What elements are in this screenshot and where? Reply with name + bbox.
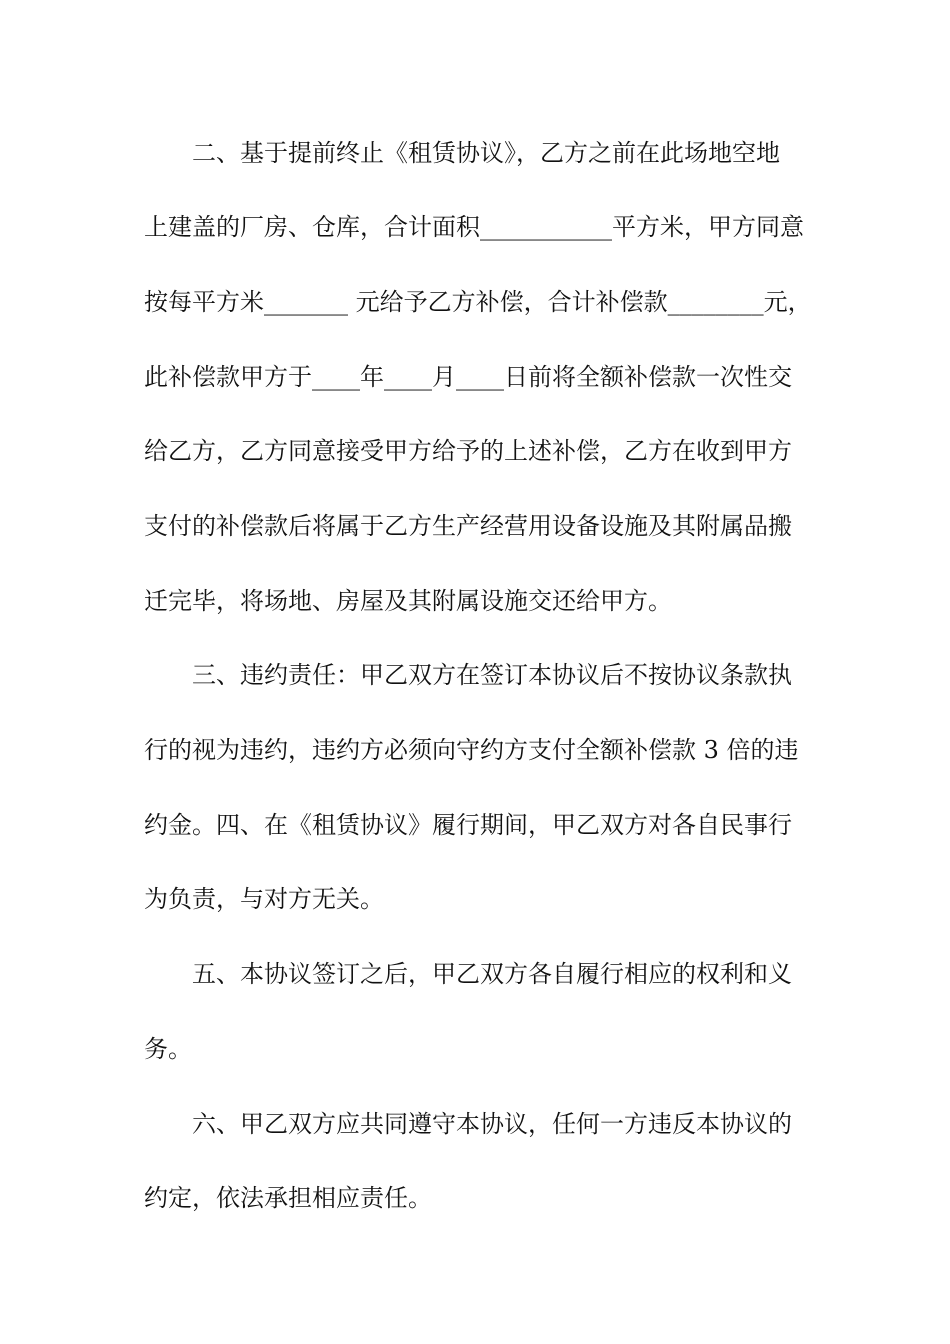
clause-2-line-2: 上建盖的厂房、仓库，合计面积___________平方米，甲方同意: [144, 213, 804, 241]
clause-4-line-2: 为负责，与对方无关。: [144, 885, 384, 913]
clause-2-line-5: 给乙方，乙方同意接受甲方给予的上述补偿，乙方在收到甲方: [144, 437, 792, 465]
clause-2-line-4: 此补偿款甲方于____年____月____日前将全额补偿款一次性交: [144, 363, 792, 391]
clause-5-line-1: 五、本协议签订之后，甲乙双方各自履行相应的权利和义: [192, 960, 792, 988]
clause-2-line-7: 迁完毕，将场地、房屋及其附属设施交还给甲方。: [144, 587, 672, 615]
clause-6-line-2: 约定，依法承担相应责任。: [144, 1184, 432, 1212]
clause-3-line-1: 三、违约责任：甲乙双方在签订本协议后不按协议条款执: [192, 661, 792, 689]
clause-3-line-2: 行的视为违约，违约方必须向守约方支付全额补偿款 3 倍的违: [144, 736, 799, 764]
clause-6-line-1: 六、甲乙双方应共同遵守本协议，任何一方违反本协议的: [192, 1110, 792, 1138]
clause-3-line-3: 约金。四、在《租赁协议》履行期间，甲乙双方对各自民事行: [144, 811, 792, 839]
clause-5-line-2: 务。: [144, 1035, 192, 1063]
clause-2-line-6: 支付的补偿款后将属于乙方生产经营用设备设施及其附属品搬: [144, 512, 792, 540]
clause-2-line-3: 按每平方米_______ 元给予乙方补偿，合计补偿款________元，: [144, 288, 812, 316]
clause-2-line-1: 二、基于提前终止《租赁协议》，乙方之前在此场地空地: [192, 139, 780, 167]
